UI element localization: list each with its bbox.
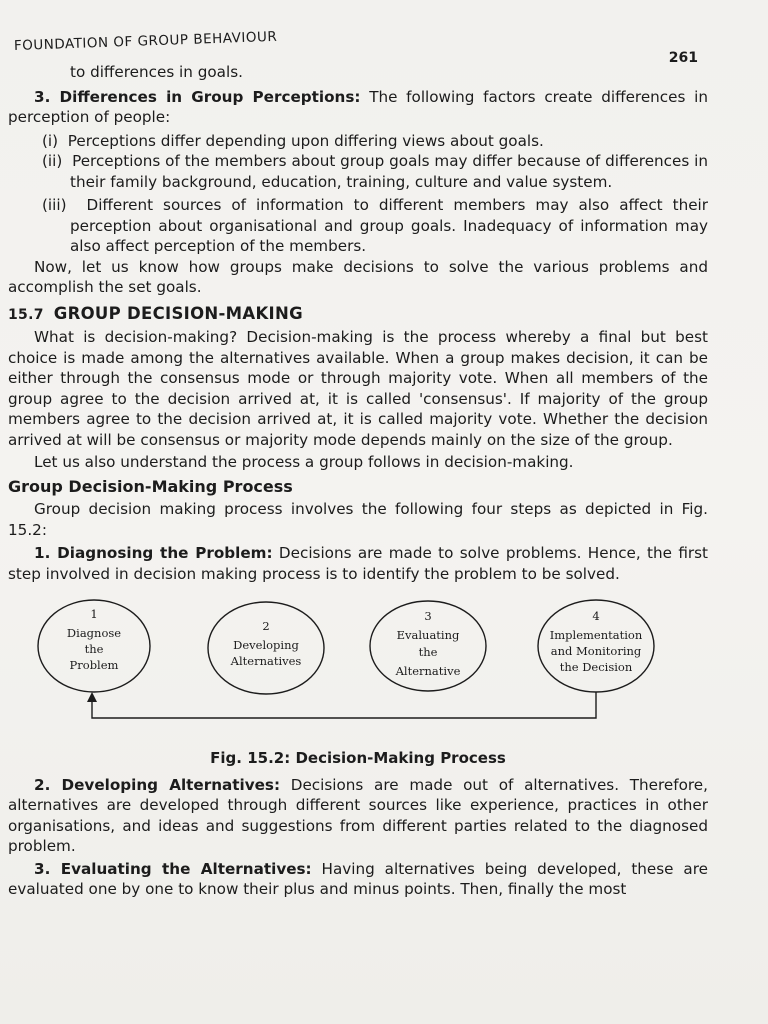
page-number: 261	[668, 50, 698, 66]
figure-caption: Fig. 15.2: Decision-Making Process	[210, 749, 506, 767]
decision-process-figure	[8, 596, 708, 744]
step-label: Implementation	[549, 628, 643, 642]
step2-paragraph	[8, 775, 708, 857]
closing-paragraph: Now, let us know how groups make decisions to solve the various problems and accomplish the set goals.	[8, 257, 708, 296]
step1-text: Decisions are made to solve problems. Hence, the first step involved in decision making process is to identify the problem to be solved.	[8, 544, 709, 583]
perceptions-lead: The following factors create differences in perception of people:	[8, 87, 708, 126]
perception-item	[8, 131, 708, 152]
section-title: GROUP DECISION-MAKING	[53, 303, 303, 323]
item-marker: (iii)	[42, 196, 67, 214]
perception-item	[8, 151, 708, 192]
continued-line: to differences in goals.	[70, 63, 243, 81]
item-text: Perceptions of the members about group goals may differ because of differences in their family background, education, training, culture and value system.	[70, 152, 709, 191]
step-label: Alternative	[395, 664, 461, 678]
step-number: 1	[90, 607, 98, 621]
process-lead-paragraph: Let us also understand the process a group follows in decision-making.	[34, 453, 574, 471]
step-label: Developing	[233, 638, 299, 652]
step1-paragraph	[8, 543, 708, 584]
step-number: 2	[262, 619, 270, 633]
decision-making-paragraph: What is decision-making? Decision-making is the process whereby a final but best choice is made among the alternatives available. When a group makes decision, it can be either through the consensus mode or through majority vote. When all members of the group agree to the decision arrived at, it is called 'consensus'. If majority of the group members agree to the decision arrived at, it is called majority vote. Whether the decision arrived at will be consensus or majority mode depends mainly on the size of the group.	[8, 328, 708, 449]
item-text: Different sources of information to different members may also affect their perception about organisational and group goals. Inadequacy of information may also affect perception of the members.	[70, 196, 708, 255]
step-number: 4	[592, 609, 600, 623]
page-content	[8, 62, 708, 900]
item-marker: (ii)	[42, 152, 63, 170]
step-label: Evaluating	[396, 628, 460, 642]
step-label: Problem	[69, 658, 119, 672]
arrowhead-icon	[87, 692, 97, 702]
perception-item	[8, 195, 708, 257]
step3-label: 3. Evaluating the Alternatives:	[34, 859, 312, 878]
step3-text: Having alternatives being developed, these are evaluated one by one to know their plus and minus points. Then, finally the most	[8, 859, 708, 898]
step2-label: 2. Developing Alternatives:	[34, 775, 281, 794]
process-diagram	[8, 596, 708, 744]
step-label: the	[418, 645, 438, 659]
section-heading	[8, 304, 708, 326]
step2-text: Decisions are made out of alternatives. Therefore, alternatives are developed through different sources like experience, practices in other organisations, and ideas and suggestions from different parties related to the diagnosed problem.	[8, 775, 708, 855]
step-label: the Decision	[559, 660, 633, 674]
step3-paragraph	[8, 859, 708, 900]
section-number: 15.7	[8, 306, 44, 323]
perceptions-heading: 3. Differences in Group Perceptions:	[34, 87, 361, 106]
perceptions-paragraph	[8, 87, 708, 128]
step-label: Alternatives	[230, 654, 302, 668]
step-number: 3	[424, 609, 432, 623]
running-head: FOUNDATION OF GROUP BEHAVIOUR	[13, 28, 278, 54]
item-marker: (i)	[42, 131, 59, 150]
step-label: Diagnose	[66, 626, 122, 640]
step1-label: 1. Diagnosing the Problem:	[34, 544, 273, 562]
item-text: Perceptions differ depending upon differing views about goals.	[67, 131, 544, 150]
step-label: and Monitoring	[550, 644, 642, 658]
feedback-arrow-line	[92, 692, 596, 718]
subsection-heading: Group Decision-Making Process	[8, 476, 293, 496]
process-intro-paragraph: Group decision making process involves the following four steps as depicted in Fig. 15.2:	[8, 500, 708, 539]
step-label: the	[84, 642, 104, 656]
